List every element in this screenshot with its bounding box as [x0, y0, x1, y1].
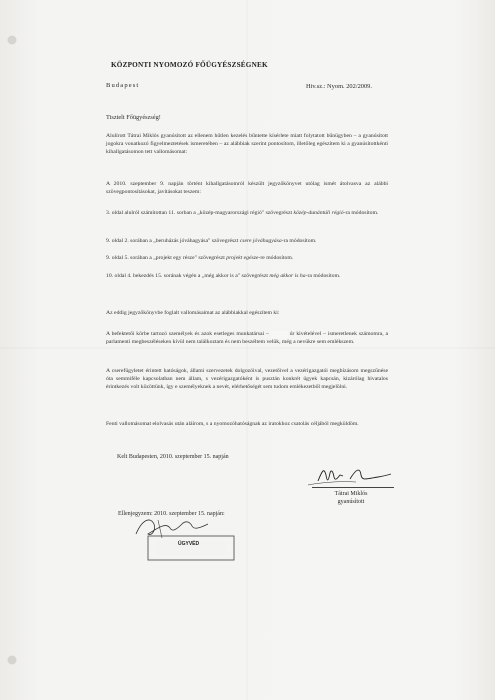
intro-paragraph: Alulírott Tátrai Miklós gyanúsított az ellenem hűtlen kezelés bűntette kísérlete miatt folytatott bűnügyben – a gyanúsított jogokra vonatkozó figyelmeztetések ismeretében – az alábbiak szerint pontosítom, illetőleg egészítem ki a gyanúsítottkénti kihallgatásomon tett vallomásomat: [106, 133, 388, 155]
paragraph-correction-intro: A 2010. szeptember 9. napján történt kihallgatásomról készült jegyzőkönyvet utólag ismét átolvasva az alábbi szövegpontosításokat, javításokat teszem: [106, 181, 388, 195]
paragraph-authorities: A cserefügyletet érintett hatóságok, állami szervezetek dolgozóival, vezetőivel a vezérigazgatói megbízásom megszűnése óta semmiféle kapcsolatban nem állam, s vezérigazgatóként is pusztán konkrét ügyek kapcsán, kizárólag hivatalos érintkezés volt közöttünk, így e személyeknek a nevét, elérhetőségét sem tudom emlékezetből megjelölni. [106, 368, 388, 390]
paragraph-investors [106, 331, 388, 347]
signer-block [308, 490, 394, 506]
paragraph-supplement-intro: Az eddig jegyzőkönyvbe foglalt vallomásaimat az alábbiakkal egészítem ki: [106, 310, 280, 316]
city-line: Budapest [106, 82, 140, 89]
signer-role: gyanúsított [337, 499, 365, 506]
paragraph-correction-3 [106, 255, 388, 263]
correction-2-text: 9. oldal 2. sorában a „beruházás jóváhagyása" szövegrészt [106, 238, 239, 244]
correction-3-text: 9. oldal 5. sorában a „projekt egy része" szövegrészt [106, 255, 225, 261]
redaction-mark [271, 331, 288, 339]
correction-4-suffix: -ra módosítom. [305, 273, 341, 279]
paragraph-correction-4 [106, 273, 388, 281]
lawyer-stamp [146, 532, 238, 564]
correction-1-text: 3. oldal alulról számítottan 11. sorban a „közép-magyarországi régió" szövegrészt [106, 210, 293, 216]
correction-3-new: projekt egésze [226, 255, 259, 261]
correction-1-suffix: -ra módosítom. [343, 210, 379, 216]
countersignature-line: Ellenjegyzem: 2010. szeptember 15. napján: [118, 511, 225, 517]
correction-4-new: még akkor is ha [269, 273, 306, 279]
punch-hole-top [8, 36, 17, 45]
correction-3-suffix: -re módosítom. [258, 255, 294, 261]
stamp-text: ÜGYVÉD [178, 541, 200, 547]
correction-2-new: csere jóváhagyása [239, 238, 282, 244]
paragraph-correction-1 [106, 210, 388, 218]
correction-2-suffix: -ra módosítom. [281, 238, 317, 244]
signer-name: Tátrai Miklós [334, 491, 368, 497]
correction-4-text: 10. oldal 4. bekezdés 15. sorának végén a „még akkor is a" szövegrészt [106, 273, 268, 279]
paragraph-closing: Fenti vallomásomat elolvasás után aláírom, s a nyomozóhatóságnak az iratokhoz csatolás céljából megküldöm. [106, 421, 359, 427]
place-and-date: Kelt Budapesten, 2010. szeptember 15. napján [117, 454, 229, 460]
correction-1-new: közép-dunántúli régió [293, 210, 344, 216]
signature-line [312, 487, 394, 488]
punch-hole-bottom [8, 656, 17, 665]
investors-text-start: A befektetői körbe tartozó személyek és azok esetleges munkatársai – [106, 331, 269, 337]
paragraph-correction-2 [106, 238, 388, 246]
greeting: Tisztelt Főügyészség! [106, 114, 161, 121]
reference-number: Hiv.sz.: Nyom. 202/2009. [306, 83, 372, 90]
signature-scribble [300, 461, 395, 489]
investors-text-end: úr kivételével – ismeretlenek számomra, a parlamenti megbeszéléseken kívül nem találkoztam és nem beszéltem velük, még a nevükre sem emlékszem. [106, 331, 389, 345]
document-title: KÖZPONTI NYOMOZÓ FŐÜGYÉSZSÉGNEK [111, 61, 268, 69]
